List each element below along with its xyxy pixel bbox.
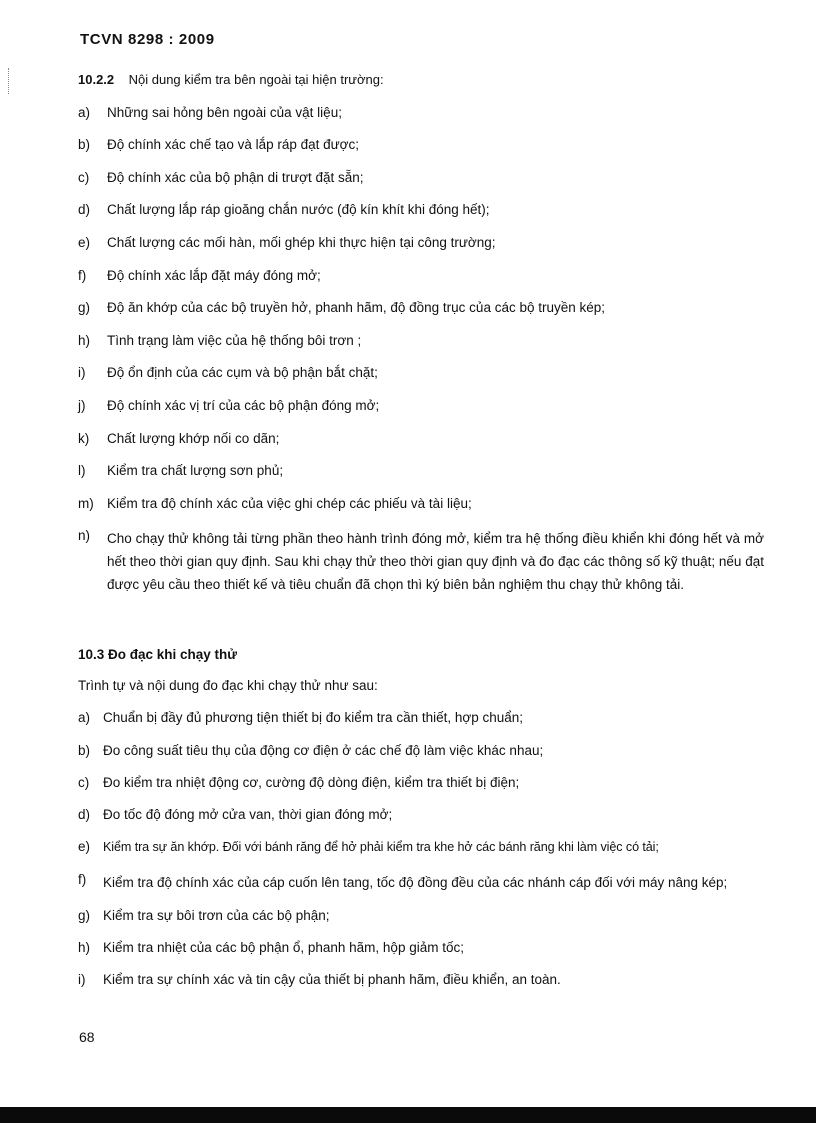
list-item-label: c) xyxy=(78,774,90,790)
list-item-text: Kiểm tra sự bôi trơn của các bộ phận; xyxy=(103,907,330,923)
list-item-label: j) xyxy=(78,397,86,413)
list-item-label: c) xyxy=(78,169,90,185)
section-title: Nội dung kiểm tra bên ngoài tại hiện trường: xyxy=(128,72,384,87)
scan-bottom-border xyxy=(0,1107,816,1123)
list-item-text: Độ chính xác của bộ phận di trượt đặt sẵn; xyxy=(107,169,364,185)
list-item-label: a) xyxy=(78,104,91,120)
list-item-label: i) xyxy=(78,365,86,381)
list-item-text: Đo tốc độ đóng mở cửa van, thời gian đóng mở; xyxy=(103,807,393,823)
list-item xyxy=(78,907,764,925)
list-item-label: e) xyxy=(78,839,91,855)
list-item xyxy=(78,495,764,513)
section-10-2-2 xyxy=(78,71,764,596)
list-item xyxy=(78,201,764,219)
section-10-3 xyxy=(78,646,764,989)
list-item xyxy=(78,774,764,792)
list-item-label: a) xyxy=(78,710,91,726)
list-item-text: Cho chạy thử không tải từng phần theo hành trình đóng mở, kiểm tra hệ thống điều khiển khi đóng hết và mở hết theo thời gian quy định. Sau khi chạy thử theo thời gian quy định và đo đạc các thông số kỹ thuật; nếu đạt được yêu cầu theo thiết kế và tiêu chuẩn đã chọn thì ký biên bản nghiệm thu chạy thử không tải. xyxy=(107,531,764,593)
list-item-label: b) xyxy=(78,137,91,153)
list-item-label: i) xyxy=(78,972,86,988)
list-item-text: Kiểm tra chất lượng sơn phủ; xyxy=(107,463,284,479)
list-item-label: m) xyxy=(78,495,94,511)
list-item xyxy=(78,234,764,252)
section-10-2-2-heading xyxy=(78,71,764,89)
list-item xyxy=(78,136,764,154)
list-item-text: Kiểm tra sự chính xác và tin cậy của thiết bị phanh hãm, điều khiển, an toàn. xyxy=(103,972,561,988)
list-item-text: Độ chính xác chế tạo và lắp ráp đạt được; xyxy=(107,137,360,153)
list-item-text: Chất lượng các mối hàn, mối ghép khi thực hiện tại công trường; xyxy=(107,234,496,250)
list-item-text: Kiểm tra độ chính xác của cáp cuốn lên tang, tốc độ đồng đều của các nhánh cáp đối với máy nâng kép; xyxy=(103,874,728,890)
list-item-label: f) xyxy=(78,871,87,887)
list-item-label: d) xyxy=(78,202,91,218)
list-item-label: g) xyxy=(78,907,91,923)
list-item-label: k) xyxy=(78,430,90,446)
list-item xyxy=(78,299,764,317)
list-item xyxy=(78,169,764,187)
list-item xyxy=(78,939,764,957)
section-heading: 10.3 Đo đạc khi chạy thử xyxy=(78,647,238,662)
list-item-label: g) xyxy=(78,300,91,316)
list-item-text: Đo công suất tiêu thụ của động cơ điện ở các chế độ làm việc khác nhau; xyxy=(103,742,544,758)
list-item xyxy=(78,806,764,824)
list-item-label: d) xyxy=(78,807,91,823)
list-item xyxy=(78,267,764,285)
list-item-text: Độ chính xác vị trí của các bộ phận đóng mở; xyxy=(107,397,380,413)
list-item-text: Chất lượng lắp ráp gioăng chắn nước (độ kín khít khi đóng hết); xyxy=(107,202,490,218)
list-item-text: Đo kiểm tra nhiệt động cơ, cường độ dòng điện, kiểm tra thiết bị điện; xyxy=(103,774,520,790)
list-item xyxy=(78,462,764,480)
list-item-text: Chất lượng khớp nối co dãn; xyxy=(107,430,280,446)
list-item-text: Chuẩn bị đầy đủ phương tiện thiết bị đo kiểm tra cần thiết, hợp chuẩn; xyxy=(103,710,524,726)
list-item xyxy=(78,364,764,382)
list-item-text: Độ ổn định của các cụm và bộ phận bắt chặt; xyxy=(107,365,378,381)
list-item-label: n) xyxy=(78,528,91,544)
list-item-text: Những sai hỏng bên ngoài của vật liệu; xyxy=(107,104,342,120)
list-item-label: h) xyxy=(78,332,91,348)
list-item xyxy=(78,709,764,727)
list-item xyxy=(78,742,764,760)
list-item-text: Độ ăn khớp của các bộ truyền hở, phanh hãm, độ đồng trục của các bộ truyền kép; xyxy=(107,300,606,316)
list-item-text: Kiểm tra độ chính xác của việc ghi chép các phiếu và tài liệu; xyxy=(107,495,472,511)
list-item-text: Kiểm tra sự ăn khớp. Đối với bánh răng để hở phải kiểm tra khe hở các bánh răng khi làm việc có tải; xyxy=(103,840,659,855)
list-item-label: b) xyxy=(78,742,91,758)
list-item-text: Kiểm tra nhiệt của các bộ phận ổ, phanh hãm, hộp giảm tốc; xyxy=(103,940,464,956)
list-item-text: Độ chính xác lắp đặt máy đóng mở; xyxy=(107,267,321,283)
list-item-text: Tình trạng làm việc của hệ thống bôi trơn ; xyxy=(107,332,362,348)
list-item xyxy=(78,871,764,894)
page-number: 68 xyxy=(79,1029,95,1045)
list-item-label: h) xyxy=(78,940,91,956)
list-item xyxy=(78,838,764,856)
standard-code-header: TCVN 8298 : 2009 xyxy=(80,31,215,48)
scan-edge-mark xyxy=(8,68,10,94)
list-item xyxy=(78,971,764,989)
list-item xyxy=(78,332,764,350)
list-item xyxy=(78,430,764,448)
section-intro: Trình tự và nội dung đo đạc khi chạy thử như sau: xyxy=(78,678,378,693)
list-item xyxy=(78,527,764,596)
list-item xyxy=(78,397,764,415)
section-number: 10.2.2 xyxy=(78,72,115,87)
list-item-label: l) xyxy=(78,463,86,479)
list-item-label: e) xyxy=(78,234,91,250)
list-item xyxy=(78,104,764,122)
list-item-label: f) xyxy=(78,267,87,283)
